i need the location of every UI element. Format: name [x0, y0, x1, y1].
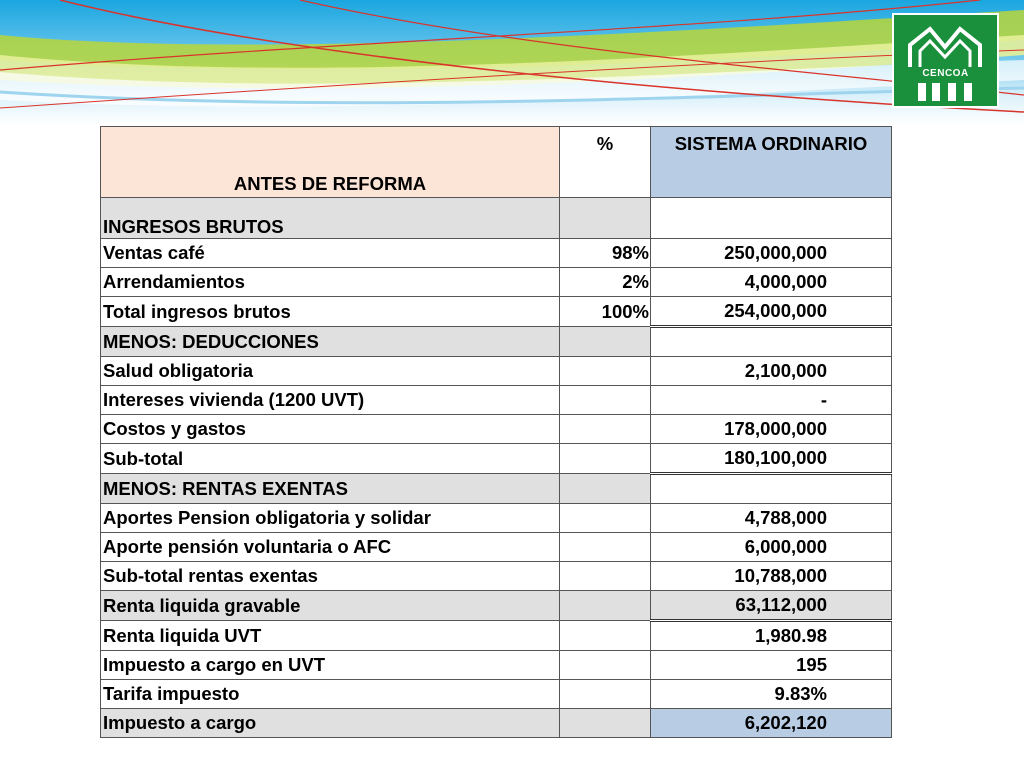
logo-text: CENCOA [922, 68, 969, 79]
row-label: Intereses vivienda (1200 UVT) [101, 386, 560, 415]
row-label: Sub-total [101, 444, 560, 474]
row-label: Salud obligatoria [101, 357, 560, 386]
table-row [101, 198, 892, 239]
table-row [101, 504, 892, 533]
row-label: Renta liquida UVT [101, 621, 560, 651]
row-pct [560, 444, 651, 474]
table-row [101, 680, 892, 709]
table-row [101, 327, 892, 357]
row-pct [560, 533, 651, 562]
row-pct [560, 504, 651, 533]
row-value: 1,980.98 [651, 621, 892, 651]
row-value: 6,202,120 [651, 709, 892, 738]
row-pct [560, 591, 651, 621]
row-pct [560, 357, 651, 386]
row-value: 4,788,000 [651, 504, 892, 533]
table-row [101, 621, 892, 651]
row-label: Aportes Pension obligatoria y solidar [101, 504, 560, 533]
row-pct [560, 562, 651, 591]
header-banner [0, 0, 1024, 125]
row-label: Ventas café [101, 239, 560, 268]
row-value: 2,100,000 [651, 357, 892, 386]
row-label: Total ingresos brutos [101, 297, 560, 327]
table-row [101, 474, 892, 504]
table-row [101, 709, 892, 738]
table-header-row [101, 127, 892, 198]
row-value: 9.83% [651, 680, 892, 709]
row-label: Impuesto a cargo [101, 709, 560, 738]
row-label: Arrendamientos [101, 268, 560, 297]
row-pct [560, 709, 651, 738]
row-value: 4,000,000 [651, 268, 892, 297]
cencoa-logo [892, 13, 999, 108]
row-label: INGRESOS BRUTOS [101, 198, 560, 239]
row-pct [560, 651, 651, 680]
row-label: MENOS: RENTAS EXENTAS [101, 474, 560, 504]
row-label: Aporte pensión voluntaria o AFC [101, 533, 560, 562]
header-system: SISTEMA ORDINARIO [651, 127, 892, 198]
row-value: 195 [651, 651, 892, 680]
tax-table [100, 126, 892, 738]
row-label: MENOS: DEDUCCIONES [101, 327, 560, 357]
table-row [101, 239, 892, 268]
table-row [101, 562, 892, 591]
row-value: 250,000,000 [651, 239, 892, 268]
table-row [101, 268, 892, 297]
row-pct [560, 680, 651, 709]
row-label: Impuesto a cargo en UVT [101, 651, 560, 680]
row-label: Renta liquida gravable [101, 591, 560, 621]
cencoa-logo-icon [894, 15, 997, 106]
header-pct: % [560, 127, 651, 198]
row-pct: 2% [560, 268, 651, 297]
table-row [101, 591, 892, 621]
row-pct: 98% [560, 239, 651, 268]
row-value: 10,788,000 [651, 562, 892, 591]
row-label: Costos y gastos [101, 415, 560, 444]
row-pct [560, 621, 651, 651]
row-pct [560, 474, 651, 504]
table-row [101, 357, 892, 386]
table-row [101, 297, 892, 327]
table-row [101, 533, 892, 562]
row-value: 6,000,000 [651, 533, 892, 562]
row-pct [560, 386, 651, 415]
row-label: Tarifa impuesto [101, 680, 560, 709]
row-value: - [651, 386, 892, 415]
table-row [101, 444, 892, 474]
table-row [101, 651, 892, 680]
table-row [101, 386, 892, 415]
row-value [651, 198, 892, 239]
row-value: 178,000,000 [651, 415, 892, 444]
row-value [651, 474, 892, 504]
row-pct [560, 415, 651, 444]
row-value: 63,112,000 [651, 591, 892, 621]
header-label: ANTES DE REFORMA [101, 127, 560, 198]
row-value: 254,000,000 [651, 297, 892, 327]
row-value [651, 327, 892, 357]
table-row [101, 415, 892, 444]
row-pct: 100% [560, 297, 651, 327]
row-pct [560, 327, 651, 357]
row-label: Sub-total rentas exentas [101, 562, 560, 591]
row-pct [560, 198, 651, 239]
row-value: 180,100,000 [651, 444, 892, 474]
